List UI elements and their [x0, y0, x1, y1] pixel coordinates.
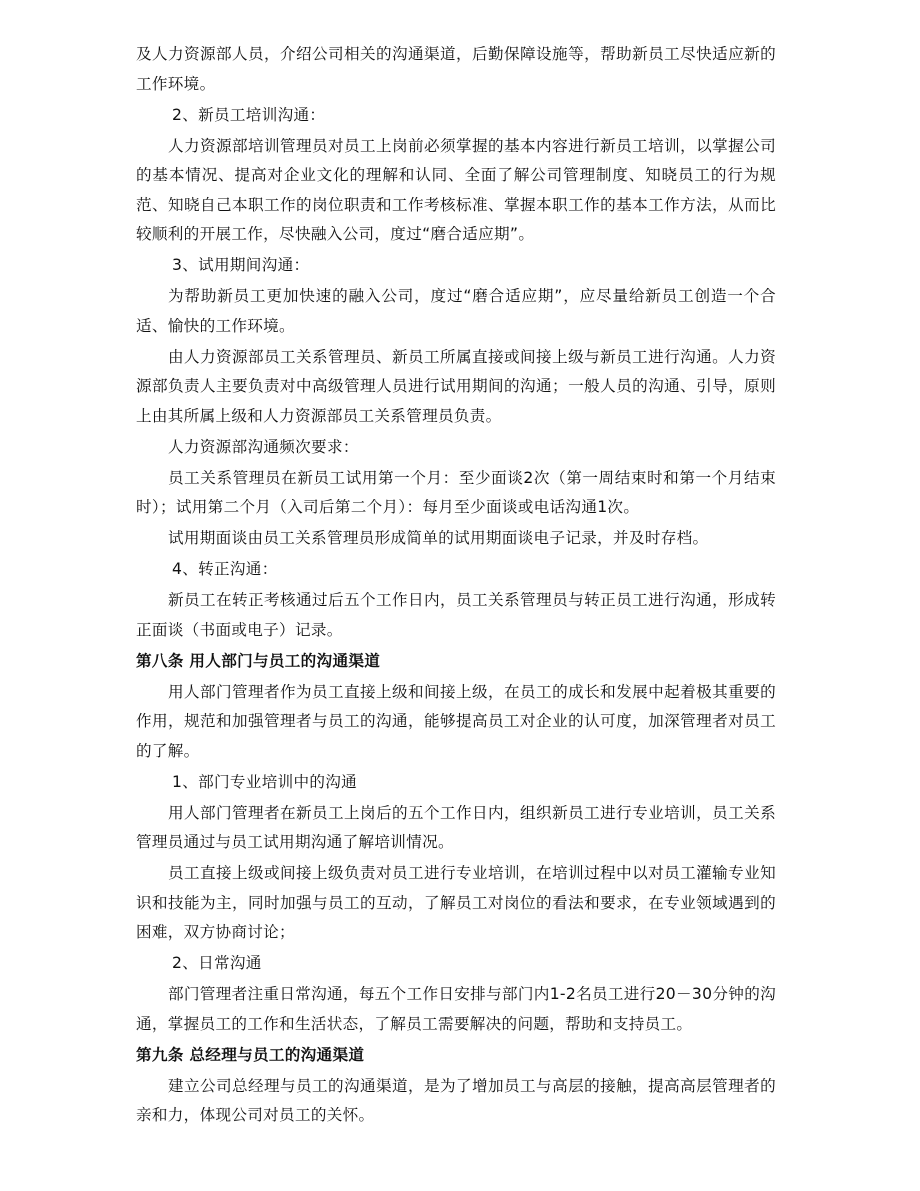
paragraph: 员工直接上级或间接上级负责对员工进行专业培训，在培训过程中以对员工灌输专业知识和技能为主，同时加强与员工的互动，了解员工对岗位的看法和要求，在专业领域遇到的困难，双方协商讨论；: [136, 864, 776, 941]
paragraph: 试用期面谈由员工关系管理员形成简单的试用期面谈电子记录，并及时存档。: [168, 529, 709, 547]
list-item-new-employee-training: 2、新员工培训沟通：: [172, 105, 326, 124]
paragraph-continued: 及人力资源部人员，介绍公司相关的沟通渠道，后勤保障设施等，帮助新员工尽快适应新的工作环境。: [136, 45, 776, 93]
paragraph: 建立公司总经理与员工的沟通渠道，是为了增加员工与高层的接触，提高高层管理者的亲和力，体现公司对员工的关怀。: [136, 1076, 776, 1124]
list-item-regularization-communication: 4、转正沟通：: [172, 560, 278, 578]
paragraph: 用人部门管理者在新员工上岗后的五个工作日内，组织新员工进行专业培训，员工关系管理员通过与员工试用期沟通了解培训情况。: [136, 803, 776, 851]
document-body: [136, 40, 776, 1132]
paragraph: 为帮助新员工更加快速的融入公司，度过“磨合适应期”，应尽量给新员工创造一个合适、愉快的工作环境。: [136, 287, 776, 335]
paragraph: 部门管理者注重日常沟通，每五个工作日安排与部门内1-2名员工进行20－30分钟的沟通，掌握员工的工作和生活状态，了解员工需要解决的问题，帮助和支持员工。: [136, 985, 776, 1033]
paragraph: 人力资源部沟通频次要求：: [168, 437, 359, 456]
paragraph: 用人部门管理者作为员工直接上级和间接上级，在员工的成长和发展中起着极其重要的作用，规范和加强管理者与员工的沟通，能够提高员工对企业的认可度，加深管理者对员工的了解。: [136, 682, 776, 760]
section-heading-article-9: 第九条 总经理与员工的沟通渠道: [136, 1045, 365, 1064]
paragraph: 员工关系管理员在新员工试用第一个月：至少面谈2次（第一周结束时和第一个月结束时）；试用第二个月（入司后第二个月）：每月至少面谈或电话沟通1次。: [136, 468, 776, 516]
list-item-daily-communication: 2、日常沟通: [172, 954, 262, 972]
list-item-probation-communication: 3、试用期间沟通：: [172, 256, 310, 274]
section-heading-article-8: 第八条 用人部门与员工的沟通渠道: [136, 651, 381, 670]
paragraph: 由人力资源部员工关系管理员、新员工所属直接或间接上级与新员工进行沟通。人力资源部负责人主要负责对中高级管理人员进行试用期间的沟通；一般人员的沟通、引导，原则上由其所属上级和人力资源部员工关系管理员负责。: [136, 347, 776, 425]
paragraph: 人力资源部培训管理员对员工上岗前必须掌握的基本内容进行新员工培训，以掌握公司的基本情况、提高对企业文化的理解和认同、全面了解公司管理制度、知晓员工的行为规范、知晓自己本职工作的岗位职责和工作考核标准、掌握本职工作的基本工作方法，从而比较顺利的开展工作，尽快融入公司，度过“磨合适应期”。: [136, 136, 776, 243]
list-item-department-training: 1、部门专业培训中的沟通: [172, 772, 358, 791]
paragraph: 新员工在转正考核通过后五个工作日内，员工关系管理员与转正员工进行沟通，形成转正面谈（书面或电子）记录。: [136, 591, 776, 639]
